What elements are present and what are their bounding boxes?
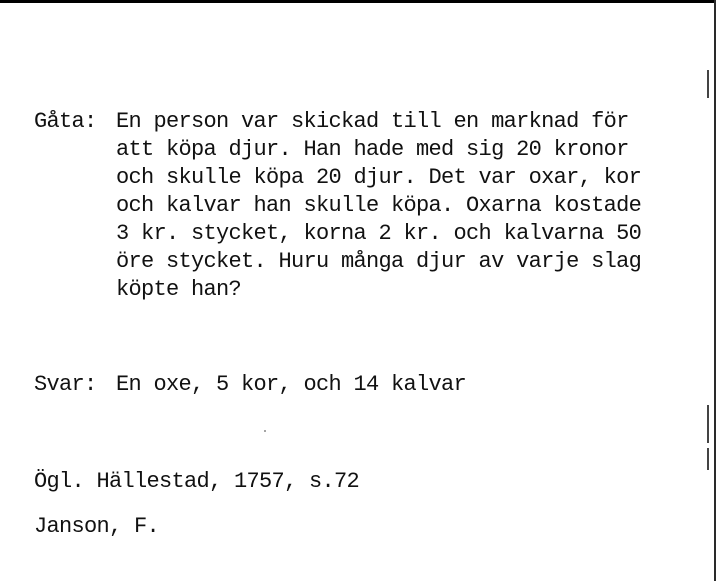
riddle-line: att köpa djur. Han hade med sig 20 kronor [116,137,629,162]
source-reference: Ögl. Hällestad, 1757, s.72 [34,469,360,494]
riddle-label: Gåta: [34,109,97,134]
riddle-text [116,108,641,304]
riddle-line: och kalvar han skulle köpa. Oxarna kostade [116,193,642,218]
answer-text: En oxe, 5 kor, och 14 kalvar [116,372,467,397]
riddle-line: En person var skickad till en marknad för [116,109,629,134]
paper-speck [264,430,266,432]
riddle-line: och skulle köpa 20 djur. Det var oxar, kor [116,165,642,190]
answer-label: Svar: [34,372,97,397]
riddle-line: öre stycket. Huru många djur av varje slag [116,249,642,274]
riddle-line: 3 kr. stycket, korna 2 kr. och kalvarna 50 [116,221,642,246]
riddle-line: köpte han? [116,277,242,302]
author-name: Janson, F. [34,514,160,539]
